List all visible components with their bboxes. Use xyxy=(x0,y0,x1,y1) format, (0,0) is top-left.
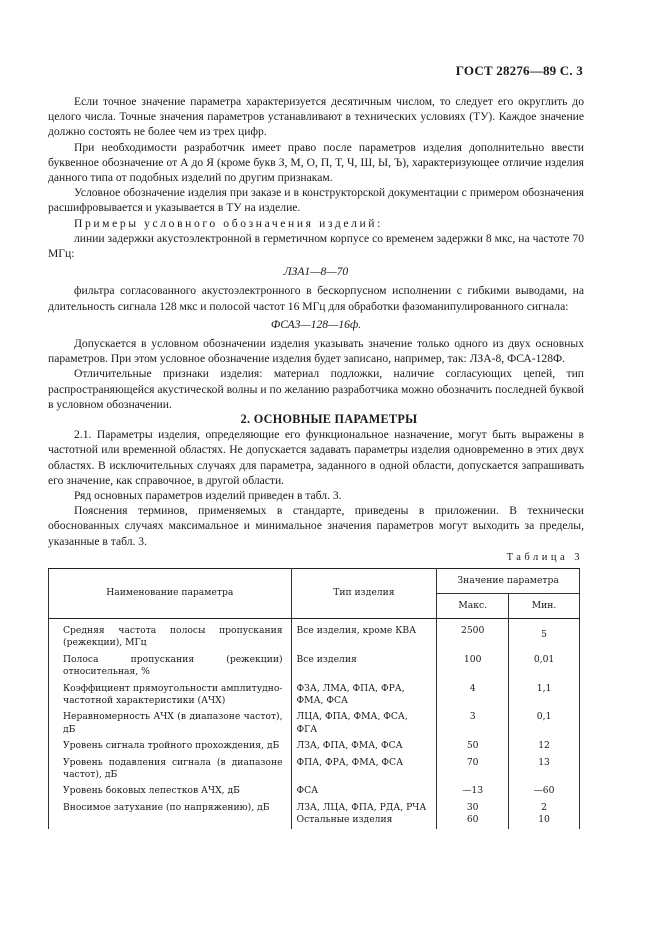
table-row xyxy=(49,707,580,736)
device-type: ЛЗА, ФПА, ФМА, ФСА xyxy=(291,736,437,752)
designation-example: ЛЗА1—8—70 xyxy=(283,265,349,279)
paragraph: Если точное значение параметра характеризуется десятичным числом, то следует его округлить до целого числа. Точные значения параметров устанавливают в технических условиях (ТУ). Каждое значение должно состоять не более чем из трех цифр. xyxy=(48,95,584,139)
table-row xyxy=(49,650,580,679)
param-name: Уровень подавления сигнала (в диапазоне частот), дБ xyxy=(49,753,292,782)
paragraph: 2.1. Параметры изделия, определяющие его функциональное назначение, могут быть выражены в частотной или временной областях. Не допускается задавать параметры изделия одновременно в этих двух областях. В исключительных случаях для параметра, заданного в одной области, допускается запрашивать его значение, как справочное, в другой области. xyxy=(48,428,584,487)
value-min: 0,1 xyxy=(509,707,580,736)
value-max: 3 xyxy=(437,707,509,736)
table-row xyxy=(49,736,580,752)
column-header-max: Макс. xyxy=(437,594,509,619)
value-min: 12 xyxy=(509,736,580,752)
device-type: Все изделия, кроме КВА xyxy=(291,619,437,650)
value-min: 5 xyxy=(509,619,580,650)
table-row xyxy=(49,753,580,782)
value-max: 70 xyxy=(437,753,509,782)
value-min: 0,01 xyxy=(509,650,580,679)
paragraph: Ряд основных параметров изделий приведен в табл. 3. xyxy=(74,489,342,503)
paragraph: линии задержки акустоэлектронной в герметичном корпусе со временем задержки 8 мкс, на частоте 70 МГц: xyxy=(48,231,584,261)
value-min: 1,1 xyxy=(509,679,580,708)
value-max: 4 xyxy=(437,679,509,708)
value-max: 2500 xyxy=(437,619,509,650)
value-min: 2 xyxy=(509,798,580,814)
param-name: Вносимое затухание (по напряжению), дБ xyxy=(49,798,292,814)
device-type: Остальные изделия xyxy=(291,814,437,828)
device-type: ФПА, ФРА, ФМА, ФСА xyxy=(291,753,437,782)
designation-example: ФСА3—128—16ф. xyxy=(270,317,362,331)
param-name: Уровень боковых лепестков АЧХ, дБ xyxy=(49,781,292,797)
param-name xyxy=(49,814,292,828)
param-name: Средняя частота полосы пропускания (режекции), МГц xyxy=(49,619,292,650)
paragraph: Отличительные признаки изделия: материал подложки, наличие согласующих цепей, тип распространяющейся акустической волны и по желанию разработчика можно обозначить последней буквой в условном обозначении. xyxy=(48,367,584,411)
body-text xyxy=(48,94,584,549)
device-type: ФЗА, ЛМА, ФПА, ФРА, ФМА, ФСА xyxy=(291,679,437,708)
value-min: 10 xyxy=(509,814,580,828)
device-type: Все изделия xyxy=(291,650,437,679)
device-type: ЛЗА, ЛЦА, ФПА, РДА, РЧА xyxy=(291,798,437,814)
column-header-type: Тип изделия xyxy=(291,569,437,619)
value-min: —60 xyxy=(509,781,580,797)
table-row xyxy=(49,679,580,708)
device-type: ФСА xyxy=(291,781,437,797)
examples-heading: Примеры условного обозначения изделий: xyxy=(74,216,383,230)
parameters-table xyxy=(48,568,580,829)
value-max: 100 xyxy=(437,650,509,679)
paragraph: фильтра согласованного акустоэлектронного в бескорпусном исполнении с гибкими выводами, на длительность сигнала 128 мкс и полосой частот 16 МГц для обработки фазоманипулированного сигнала: xyxy=(48,284,584,313)
table-row xyxy=(49,798,580,814)
value-max: 30 xyxy=(437,798,509,814)
table-row xyxy=(49,781,580,797)
param-name: Неравномерность АЧХ (в диапазоне частот), дБ xyxy=(49,707,292,736)
param-name: Уровень сигнала тройного прохождения, дБ xyxy=(49,736,292,752)
table-row xyxy=(49,619,580,650)
value-min: 13 xyxy=(509,753,580,782)
device-type: ЛЦА, ФПА, ФМА, ФСА, ФГА xyxy=(291,707,437,736)
value-max: 50 xyxy=(437,736,509,752)
param-name: Коэффициент прямоугольности амплитудно-частотной характеристики (АЧХ) xyxy=(49,679,292,708)
paragraph: Условное обозначение изделия при заказе и в конструкторской документации с примером обозначения расшифровывается и указывается в ТУ на изделие. xyxy=(48,186,584,215)
column-header-value: Значение параметра xyxy=(437,569,580,594)
param-name: Полоса пропускания (режекции) относительная, % xyxy=(49,650,292,679)
value-max: —13 xyxy=(437,781,509,797)
value-max: 60 xyxy=(437,814,509,828)
paragraph: Пояснения терминов, применяемых в стандарте, приведены в приложении. В технически обоснованных случаях максимальное и минимальное значения параметров могут выходить за пределы, указанные в табл. 3. xyxy=(48,504,584,548)
section-title: 2. ОСНОВНЫЕ ПАРАМЕТРЫ xyxy=(240,412,418,427)
page-header: ГОСТ 28276—89 С. 3 xyxy=(455,63,583,78)
paragraph: Допускается в условном обозначении изделия указывать значение только одного из двух основных параметров. При этом условное обозначение изделия будет записано, например, так: ЛЗА-8, ФСА-128Ф. xyxy=(48,337,584,366)
paragraph: При необходимости разработчик имеет право после параметров изделия дополнительно ввести буквенное обозначение от А до Я (кроме букв З, М, О, П, Т, Ч, Ш, Ы, Ъ), характеризующее отличие изделия данного типа от подобных изделий по другим признакам. xyxy=(48,140,584,185)
column-header-name: Наименование параметра xyxy=(49,569,292,619)
table-caption: Таблица 3 xyxy=(506,552,583,563)
table-row xyxy=(49,814,580,828)
column-header-min: Мин. xyxy=(509,594,580,619)
